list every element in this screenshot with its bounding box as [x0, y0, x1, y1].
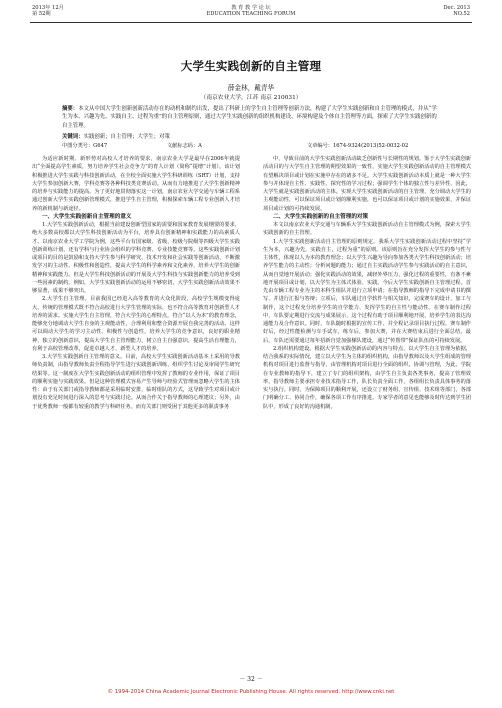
header-issue: 第 52期	[32, 11, 51, 18]
journal-name-en: EDUCATION TEACHING FORUM	[206, 11, 296, 18]
abstract	[62, 105, 442, 130]
body-paragraph: 中，导致目前的大学生实践创新活动缺乏创新性与长期性的规划。鉴于大学生实践创新活动目的与大学生自主管理的期望效果的一致性，实施大学生实践创新活动的自主管理模式有望解决项目或计划在实施中存在的诸多不足。大学生实践创新活动本质上就是一种大学生参与并体现自主性、实践性、探究性的学习过程；强调学生个体的独立性与差异性，因此，大学生就是实践创新活动的主体。实现大学生实践创新活动的自主管理，充分调动大学生的主观能动性，可以保证项目或计划的顺利实施，也可以保证项目或计划的实施效果，并保证项目或计划的可持续发展。	[263, 156, 471, 212]
running-header	[0, 4, 502, 26]
keywords	[62, 133, 442, 141]
body-paragraph: 为适应新时期、新形势对高校人才培养的要求，南京农业大学是最早在2006年就提出“全面提高学生素质，努力培养学生社会竞争力”的育人计划（简称“提增”计划）。该计划积极推进大学生实践与科技创新活动，在全校全面实施大学生科研训练（SRT）计划，支持大学生参加创新大赛，学科竞赛等各种科技类竞赛活动。从而有力地推进了大学生创新精神的培养与实践能力的提高。为了更好地贯彻落实这一计划，南京农业大学交通与车辆工程系通过创新大学生实践创新管理模式，推进学生自主管理，积极探索车辆工程专业创新人才培养的新机制与新途径。	[32, 156, 240, 212]
abstract-text: 本文从中国大学生创新创新活动存在的动机和制约出发，提出了科研上的学生自主管理等创新方法，构建了大学生实践创新和自主管理的模式，并从“学生为本、兴趣为先、实践自主、过程为重”的自主管理原则，通过大学生实践创新的组织机构建设、环境构建及个体自主管理等方面，探索了大学生实践创新的自主管理。	[62, 106, 437, 129]
keywords-text: 实践创新；自主管理；大学生；对策	[83, 134, 170, 140]
header-issue-en: NO.52	[453, 11, 470, 18]
header-date-en: Dec. 2013	[443, 5, 470, 11]
body-right-column	[263, 155, 471, 685]
classification-line	[62, 143, 442, 150]
body-paragraph: 3.大学生实践创新自主管理的意义。目前，高校大学生实践创新活动基本上采用的导教师负责制，由指导教师负责全程指导学生进行实践创新训练，组织学生讨论及审阅学生研究结果等。这一制度在大学生实践创新活动的组织管理中发挥了教师的专业作用，保证了项目的顺利实施与实践效果。但是这种管理模式容易产生导师与经验式管理而忽略大学生的主体性：由于有关部门或指导教师都是采用临时安排，临时组队的方式，这导致学生对项目或计划没有充足时间进行深入的思考与实践讨论。从而合作关于指导教师的心理建议；另外，由于优秀教师一般都有较重的教学与科研任务。而有关部门则受困于其他更多的职责事务	[32, 354, 240, 410]
section-heading: 二、大学生实践创新的自主管理的对策	[273, 213, 369, 220]
paper-title: 大学生实践创新的自主管理	[180, 59, 322, 73]
header-center	[0, 5, 502, 18]
body-paragraph: 2.组织机构建设。根据大学生实践创新活动的内容与特点，以大学生自主管理为依据，结合我系的实际情况，建立以大学生为主体的组织机构，由指导教师以及大学生组成的管理机构对项目进行监督与指导，由管理机构对项目进行全面的组织、协调与管理，为此，学院在专业教师的指导下，建立了专门的组织架构，由学生自主负责各类事务，提高了管理效率。指导教师主要承担专业技术指导工作，队长负责全面工作，各组组长负责具体事务的落实与执行。同时，为保障项目的顺利开展，还设立了财务组、宣传组、技术组等部门，各部门明确分工、协同合作，确保各项工作有序推进。专家学者的意见也能够及时传达到学生团队中，形成了良好的沟通机制。	[263, 345, 471, 410]
body-paragraph: 本文以南京农业大学交通与车辆系大学生实践创新活动自主管理模式为例，探索大学生实践创新的自主管理。	[263, 222, 471, 237]
abstract-label: 摘要：	[62, 106, 79, 112]
journal-name-cn: 教 育 教 学 论 坛	[231, 5, 271, 11]
document-code: 文献标志码：A	[167, 143, 202, 149]
clc-number: 中图分类号：G647	[62, 143, 108, 149]
page-number: － 32 －	[239, 676, 263, 683]
paper-affiliation: （南京农业大学，江苏 南京 210031）	[200, 95, 302, 101]
header-rule	[30, 22, 472, 23]
section-heading: 一、大学生实践创新自主管理的意义	[42, 213, 132, 220]
header-right	[443, 5, 470, 18]
keywords-label: 关键词：	[62, 134, 84, 140]
body-paragraph: 1.大学生实践创新活动，根据当前建设创新型国家的需要和国家教育发展纲要的要求，绝大多数高校都以大学生科技创新活动为平台，培养具有创新精神和实践能力的高素质人才。以南京农业大学工学院为例，这些平台有国家级、省级、校级与院级等四级大学生实践创新训练计划，还有学科与行业协会组织的学科竞赛、专业技能竞赛等。这些实践创新计划或项目的目的是鼓励和支持大学生参与科学研究、技术开发和社会实践等创新活动，不断激发学习的主动性、积极性和创造性，提高大学生的科学素养和文化素养，培养大学生的创新精神和实践能力。但是大学生科技创新活动的开展及大学生科技与实践创新能力的培养受到一些因素的制约。例如，大学生实践创新活动的运用不够密切，大学生实践创新活动效果不够显著，成果不够突出。	[32, 222, 240, 295]
header-date: 2013年 12月	[32, 5, 64, 11]
copyright-footer: © 1994-2014 China Academic Journal Electronic Publishing House. All rights reserved. http://www.cnki.net	[107, 689, 395, 695]
body-paragraph: 1.大学生实践创新活动自主管理的原则规定。我系大学生实践创新活动过程中坚持“学生为本，兴趣为先，实践自主，过程为重”的原则。该原则旨在充分发挥大学生的参与性与主体性，体现以人为本的教育理念；以大学生兴趣为导向参加各类大学生科技创新活动；培养学生能力的主动性；分析问题的能力；通过自主实践活动学生参与实践活动的自主意识，从而自觉地开展活动；强化实践活动的效果，减轻外界压力，强化过程的重要性，有条不紊地开展项目或计划，以大学生为主体式体验、实践、今后大学生实践创新自主管理过程。首先由车辆工程专业为主的本科生组队并进行立项申请；在指导教师的指导下完成申请书的撰写，并进行汇报与答辩；立项后，车队通过自学软件与相关知识，完成赛车的设计、加工与制作，这个过程充分培养学生的自学能力、发挥学生的自主性与能动性。在赛车制作过程中，车队要定期进行交流与成果展示，这个过程有助于项目顺利地开展，培养学生的表达沟通能力及合作意识。同时，车队随时根据的宣传工作、并全程记录项目执行过程。赛车制作好后，经过性能检测与车手试车，练车后，参加大赛，并在大赛结束后进行全面总结。最后，车队还需要通过每年招新自觉加强梯队建设，通过“传帮带”保证队伍的可持续发展。	[263, 238, 471, 344]
body-left-column	[32, 155, 240, 685]
article-number: 文章编号：1674-9324(2013)52-0032-02	[307, 143, 409, 149]
body-paragraph: 2.大学生自主管理。目前我国已经进入高等教育的大众化阶段，高校学生规模变得庞大，传统的管理模式既不符合高校进行大学生管理的实际，也不符合高等教育对创新型人才培养的需求。实施大学生自主管理，符合大学生的心理特点，符合“以人为本”的教育理念，能够充分地调动大学生自身的主观能动性，合理利用和整合资源开展自我完善的活动。这样可以调动大学生的学习主动性、积极性与创造性，培养大学生的竞争意识，良好的职业精神，独立的创新意识，提高大学生自主管理能力，树立自主自强意识，提高生活自理能力，有利于高校管理改革，促进卓越人才、新型人才的培养。	[32, 296, 240, 352]
paper-authors: 薛金林，戴青华	[227, 84, 275, 92]
